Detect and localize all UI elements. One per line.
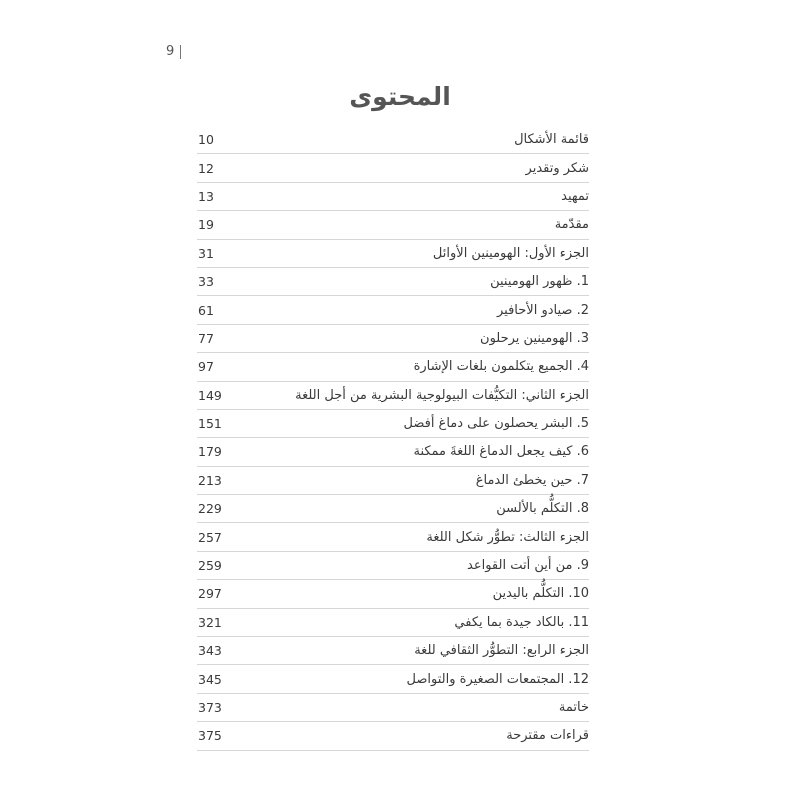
toc-entry[interactable] (197, 325, 589, 353)
toc-page-number: 31 (198, 245, 214, 261)
toc-entry-title: 3. الهومينين يرحلون (480, 330, 589, 346)
toc-entry-title: مقدّمة (554, 217, 589, 233)
toc-entry[interactable] (197, 694, 589, 722)
toc-entry[interactable] (197, 353, 589, 381)
toc-entry-title: 12. المجتمعات الصغيرة والتواصل (406, 671, 589, 687)
toc-entry[interactable] (197, 609, 589, 637)
toc-page-number: 375 (198, 728, 222, 744)
toc-page-number: 10 (198, 132, 214, 148)
toc-entry[interactable] (197, 410, 589, 438)
toc-entry[interactable] (197, 523, 589, 551)
toc-entry-title: 8. التكلُّم بالألسن (496, 501, 589, 517)
toc-entry-title: شكر وتقدير (525, 160, 589, 176)
toc-page-number: 151 (198, 416, 222, 432)
toc-page-number: 259 (198, 558, 222, 574)
toc-entry-title: قراءات مقترحة (506, 728, 589, 744)
toc-entry[interactable] (197, 722, 589, 750)
toc-entry[interactable] (197, 467, 589, 495)
toc-page-number: 373 (198, 700, 222, 715)
toc-entry-title: خاتمة (558, 700, 589, 715)
toc-entry-title: 1. ظهور الهومينين (490, 274, 589, 290)
toc-page-number: 61 (198, 302, 214, 318)
toc-entry-title: الجزء الثاني: التكيُّفات البيولوجية البشرية من أجل اللغة (295, 387, 589, 403)
toc-entry-title: 10. التكلُّم باليدين (492, 586, 589, 602)
toc-entry[interactable] (197, 296, 589, 324)
page-number: 9 (166, 44, 175, 59)
toc-entry[interactable] (197, 438, 589, 466)
toc-page-number: 321 (198, 614, 222, 630)
toc-entry-title: 5. البشر يحصلون على دماغ أفضل (403, 416, 589, 432)
toc-page-number: 229 (198, 501, 222, 517)
toc-entry-title: تمهيد (561, 188, 589, 204)
toc-page-number: 257 (198, 529, 222, 545)
toc-page-number: 13 (198, 188, 214, 204)
toc-entry[interactable] (197, 665, 589, 693)
toc-page-number: 19 (198, 217, 214, 233)
toc-page-number: 345 (198, 671, 222, 687)
toc-entry[interactable] (197, 183, 589, 211)
toc-entry-title: 7. حين يخطئ الدماغ (475, 472, 589, 488)
toc-entry[interactable] (197, 580, 589, 608)
toc-page-number: 343 (198, 643, 222, 659)
toc-entry[interactable] (197, 211, 589, 239)
toc-entry[interactable] (197, 382, 589, 410)
toc-page-number: 179 (198, 444, 222, 460)
toc-entry-title: 9. من أين أتت القواعد (467, 558, 589, 574)
page-number-divider (180, 45, 181, 59)
toc-page-number: 297 (198, 586, 222, 602)
toc-entry[interactable] (197, 495, 589, 523)
toc-entry-title: قائمة الأشكال (514, 132, 589, 148)
toc-page-number: 12 (198, 160, 214, 176)
toc-entry[interactable] (197, 154, 589, 182)
page-title: المحتوى (349, 82, 451, 111)
toc-page-number: 149 (198, 387, 222, 403)
toc-entry-title: 6. كيف يجعل الدماغ اللغةَ ممكنة (413, 444, 589, 460)
toc-entry-title: الجزء الأول: الهومينين الأوائل (432, 245, 589, 261)
page-number-header (166, 44, 181, 59)
toc-entry-title: الجزء الثالث: تطوُّر شكل اللغة (426, 529, 589, 545)
table-of-contents (197, 126, 589, 751)
toc-entry[interactable] (197, 552, 589, 580)
toc-page-number: 33 (198, 274, 214, 290)
toc-page-number: 213 (198, 472, 222, 488)
toc-page-number: 97 (198, 359, 214, 375)
toc-entry-title: 2. صيادو الأحافير (496, 302, 589, 318)
toc-entry[interactable] (197, 637, 589, 665)
toc-entry[interactable] (197, 268, 589, 296)
toc-entry-title: الجزء الرابع: التطوُّر الثقافي للغة (414, 643, 589, 659)
toc-entry-title: 4. الجميع يتكلمون بلغات الإشارة (413, 359, 589, 375)
toc-entry[interactable] (197, 240, 589, 268)
toc-entry-title: 11. بالكاد جيدة بما يكفي (454, 614, 589, 630)
toc-entry[interactable] (197, 126, 589, 154)
toc-page-number: 77 (198, 330, 214, 346)
